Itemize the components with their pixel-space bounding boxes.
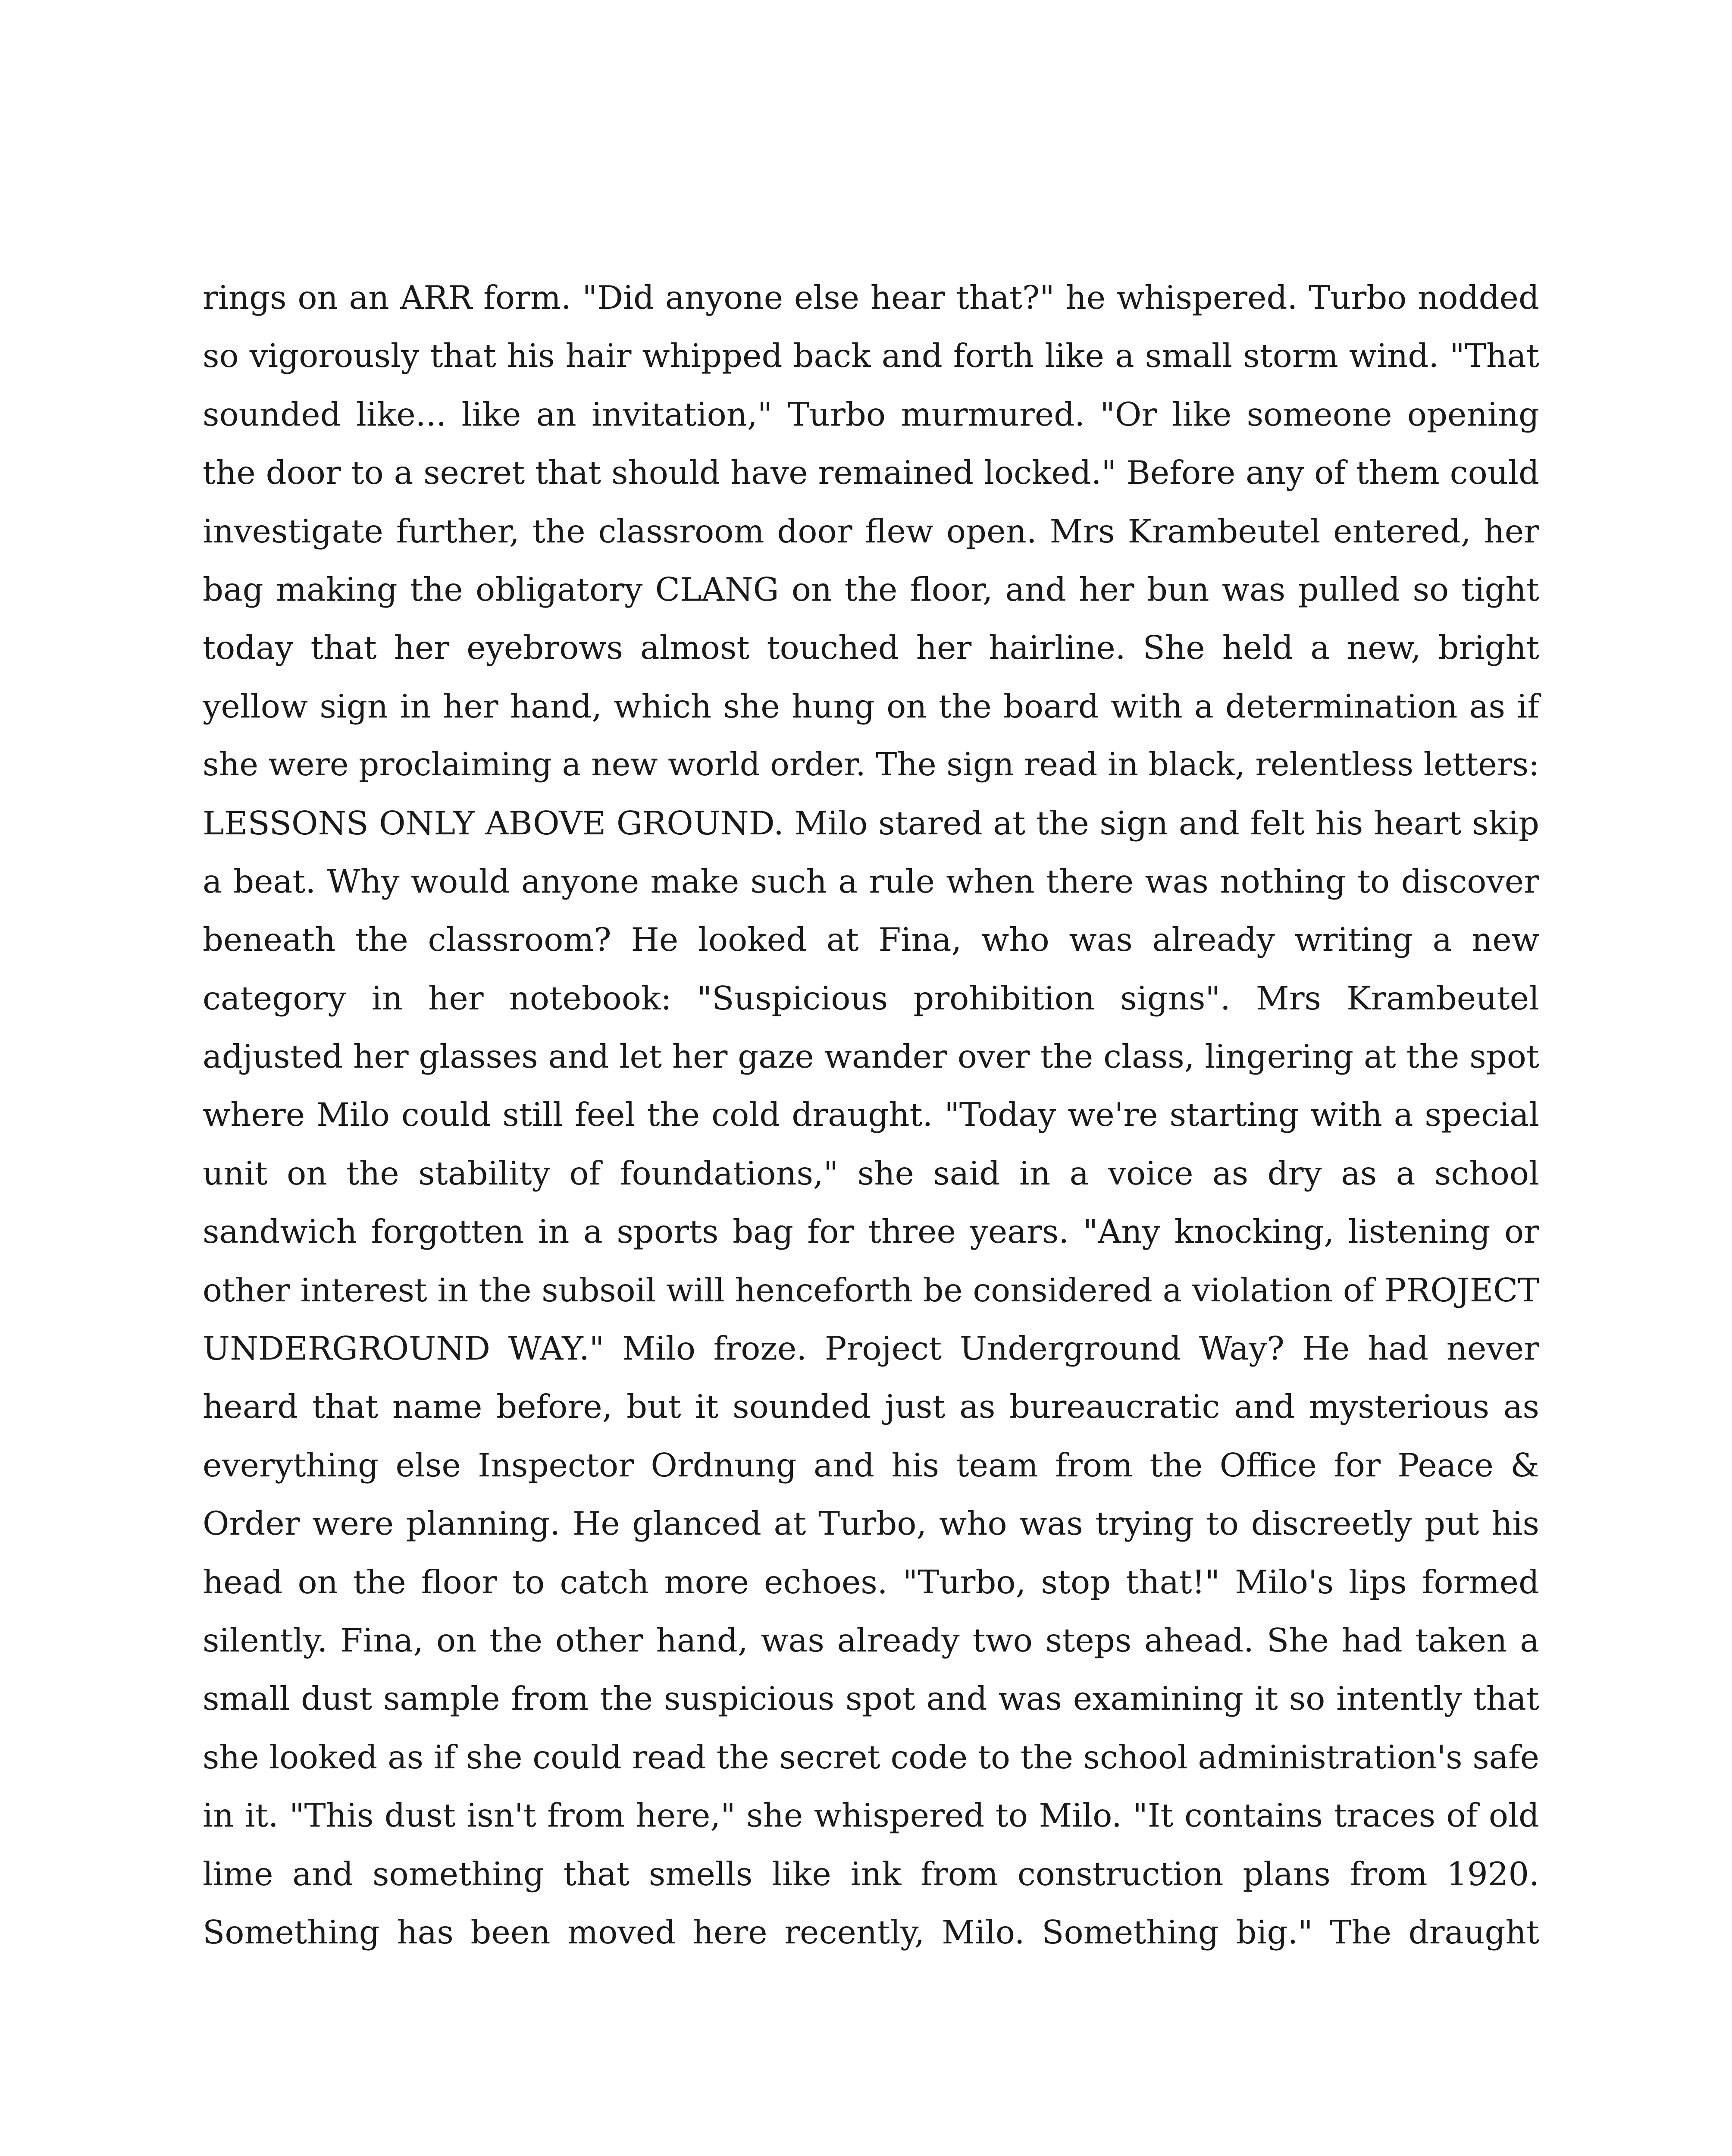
text-line: investigate further, the classroom door flew open. Mrs Krambeutel entered, her (203, 512, 1539, 550)
text-line: other interest in the subsoil will henceforth be considered a violation of PROJECT (203, 1271, 1539, 1309)
text-line: sandwich forgotten in a sports bag for three years. "Any knocking, listening or (203, 1213, 1539, 1251)
text-line: sounded like... like an invitation," Turbo murmured. "Or like someone opening (203, 395, 1539, 433)
text-line: rings on an ARR form. "Did anyone else hear that?" he whispered. Turbo nodded (203, 279, 1539, 317)
text-line: small dust sample from the suspicious spot and was examining it so intently that (203, 1680, 1539, 1718)
text-line: she were proclaiming a new world order. The sign read in black, relentless letters: (203, 746, 1539, 783)
text-line: in it. "This dust isn't from here," she whispered to Milo. "It contains traces of old (203, 1796, 1539, 1835)
text-line: where Milo could still feel the cold draught. "Today we're starting with a special (203, 1096, 1539, 1134)
text-line: silently. Fina, on the other hand, was already two steps ahead. She had taken a (203, 1621, 1539, 1659)
text-line: everything else Inspector Ordnung and his team from the Office for Peace & (203, 1446, 1539, 1484)
body-text (203, 269, 1539, 1962)
text-line: head on the floor to catch more echoes. "Turbo, stop that!" Milo's lips formed (203, 1563, 1539, 1601)
text-line: unit on the stability of foundations," she said in a voice as dry as a school (203, 1154, 1539, 1192)
text-line: today that her eyebrows almost touched her hairline. She held a new, bright (203, 629, 1539, 667)
text-line: beneath the classroom? He looked at Fina, who was already writing a new (203, 921, 1539, 959)
text-line: heard that name before, but it sounded just as bureaucratic and mysterious as (203, 1388, 1539, 1426)
text-line: so vigorously that his hair whipped back and forth like a small storm wind. "That (203, 337, 1539, 375)
text-line: she looked as if she could read the secret code to the school administration's safe (203, 1738, 1539, 1776)
text-line: bag making the obligatory CLANG on the floor, and her bun was pulled so tight (203, 570, 1539, 608)
text-line: Something has been moved here recently, Milo. Something big." The draught (203, 1913, 1539, 1951)
text-line: lime and something that smells like ink from construction plans from 1920. (203, 1855, 1539, 1893)
text-line: adjusted her glasses and let her gaze wander over the class, lingering at the spot (203, 1037, 1539, 1076)
text-line: yellow sign in her hand, which she hung on the board with a determination as if (203, 687, 1539, 725)
text-line: UNDERGROUND WAY." Milo froze. Project Underground Way? He had never (203, 1329, 1539, 1368)
text-line: LESSONS ONLY ABOVE GROUND. Milo stared at the sign and felt his heart skip (203, 804, 1539, 842)
text-line: Order were planning. He glanced at Turbo, who was trying to discreetly put his (203, 1504, 1539, 1543)
text-line: category in her notebook: "Suspicious prohibition signs". Mrs Krambeutel (203, 979, 1539, 1017)
text-line: the door to a secret that should have remained locked." Before any of them could (203, 454, 1539, 492)
text-line: a beat. Why would anyone make such a rule when there was nothing to discover (203, 862, 1539, 900)
